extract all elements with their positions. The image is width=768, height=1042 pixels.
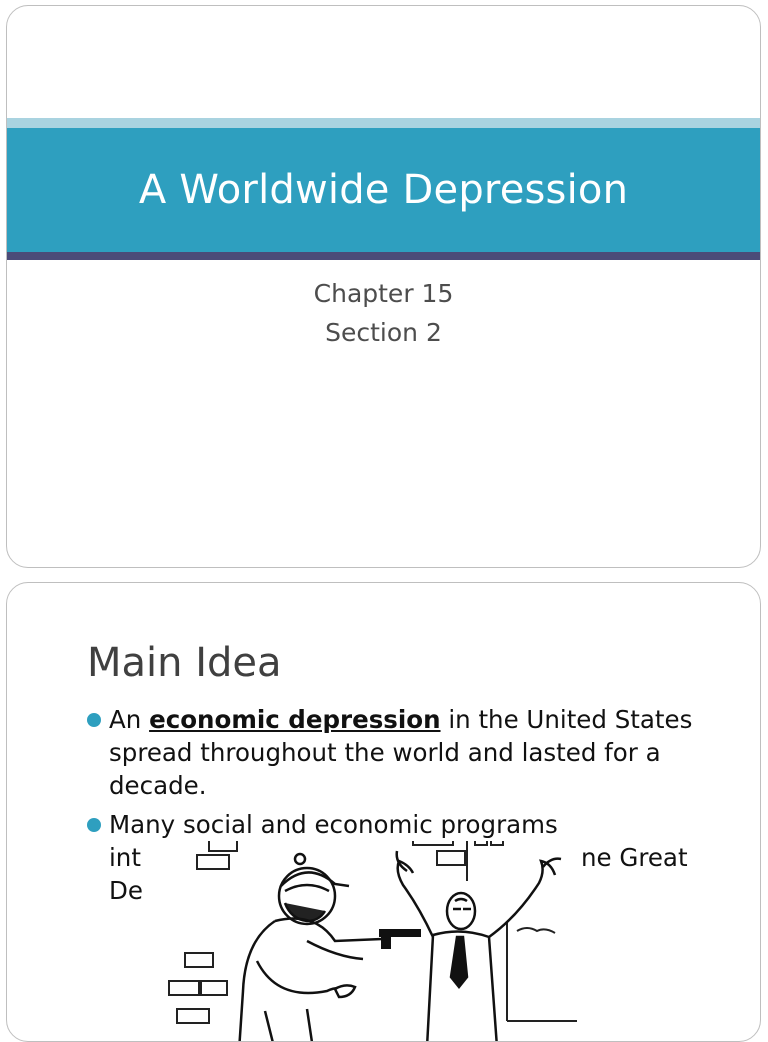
subtitle-chapter: Chapter 15 (313, 279, 454, 308)
bullet-item (87, 703, 707, 802)
title-band-top (7, 118, 760, 128)
bullet-line-2-start: int (109, 843, 141, 872)
key-term: economic depression (149, 705, 441, 734)
slide-subtitle (7, 274, 760, 352)
robbery-cartoon-image (157, 841, 577, 1042)
bullet-prefix: An (109, 705, 150, 734)
bullet-line-1: Many social and economic programs (109, 810, 558, 839)
bullet-line-2-end: ne Great (580, 843, 688, 872)
bullet-icon (87, 818, 101, 832)
title-slide (6, 5, 761, 568)
bullet-suffix: in the United States spread throughout the world and lasted for a decade. (109, 705, 693, 800)
bullet-icon (87, 713, 101, 727)
title-band-bottom (7, 252, 760, 260)
main-idea-slide (6, 582, 761, 1042)
title-band (7, 128, 760, 252)
slide-heading: Main Idea (87, 640, 282, 686)
bullet-line-3-start: De (109, 876, 143, 905)
subtitle-section: Section 2 (325, 318, 442, 347)
slide-title: A Worldwide Depression (138, 167, 629, 213)
